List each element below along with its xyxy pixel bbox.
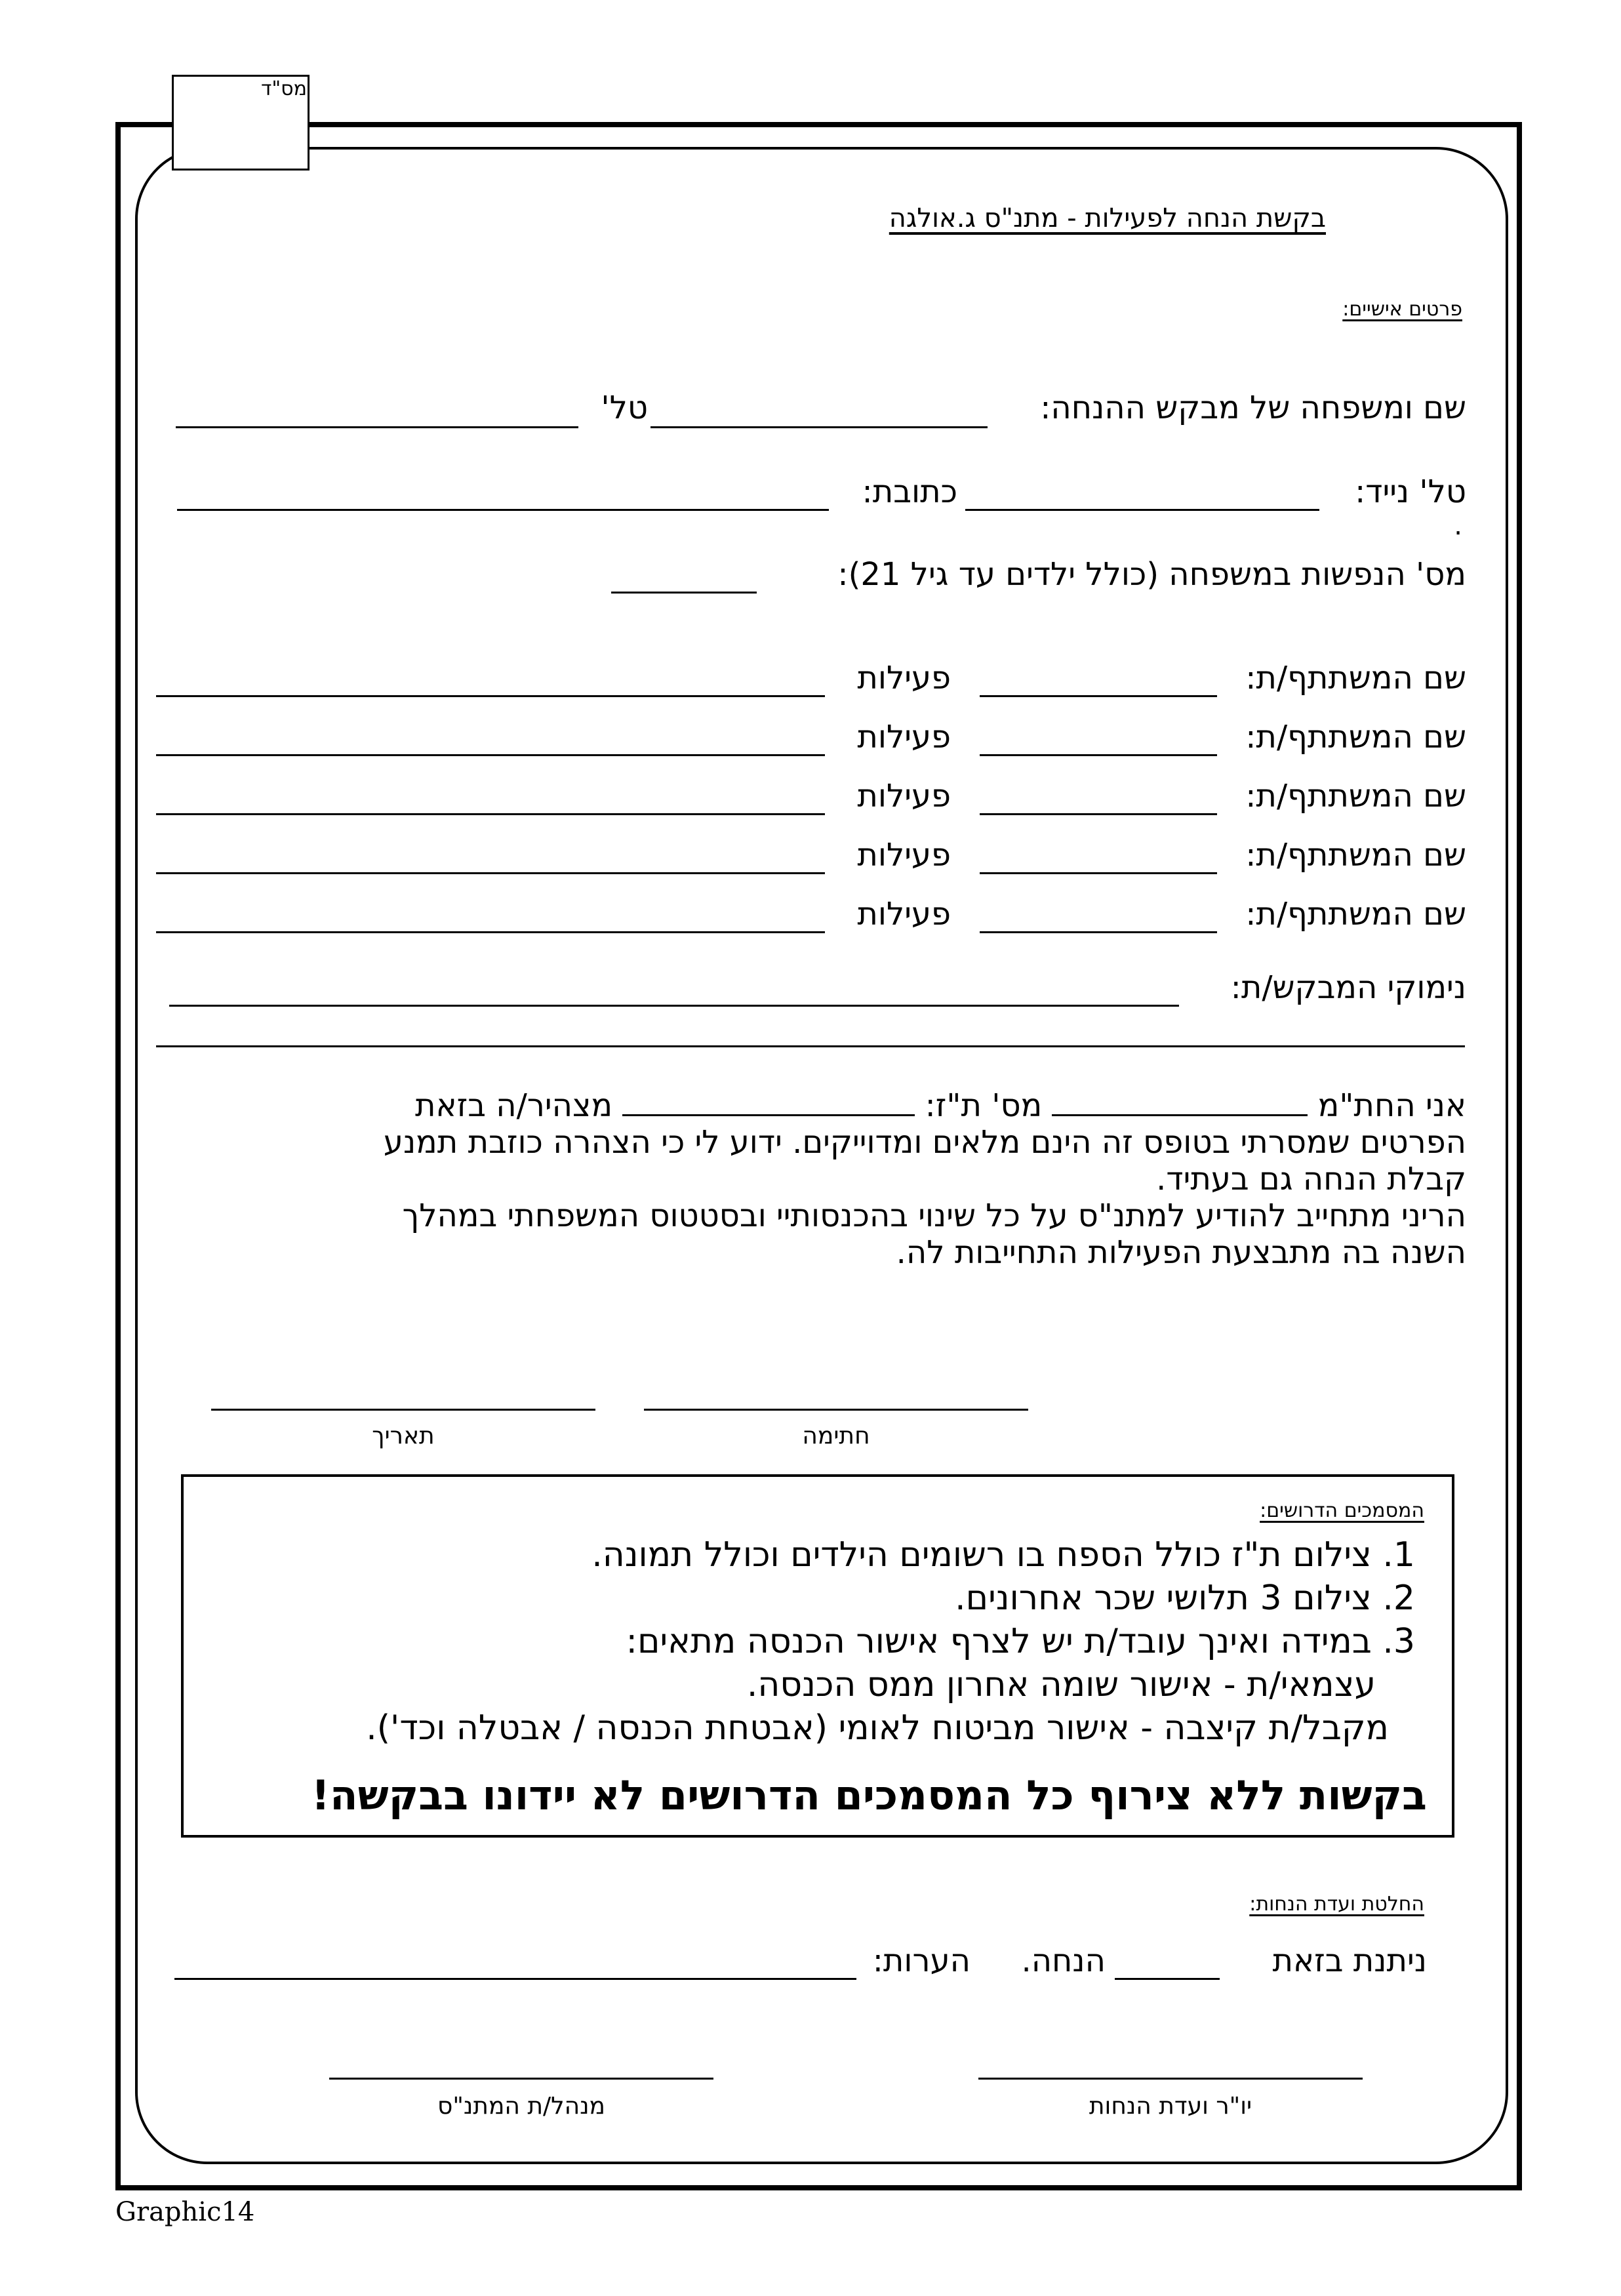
required-documents-list xyxy=(366,1533,1415,1750)
declaration-line-3: קבלת הנחה גם בעתיד. xyxy=(1156,1161,1466,1198)
participant-activity-field[interactable] xyxy=(156,813,825,815)
document-subitem: עצמאי/ת - אישור שומה אחרון ממס הכנסה. xyxy=(746,1665,1376,1704)
participant-name-field[interactable] xyxy=(980,695,1217,697)
reasons-label: נימוקי המבקש/ת: xyxy=(1230,969,1466,1006)
date-label: תאריך xyxy=(372,1422,435,1449)
manager-label: מנהל/ת המתנ"ס xyxy=(437,2093,606,2120)
remarks-field[interactable] xyxy=(174,1978,856,1980)
signature-label: חתימה xyxy=(802,1422,870,1449)
declaration-line-5: השנה בה מתבצעת הפעילות התחייבות לה. xyxy=(896,1234,1466,1271)
graphic-code-label: Graphic14 xyxy=(115,2197,255,2227)
date-field[interactable] xyxy=(211,1409,595,1411)
declaration-block xyxy=(177,1085,1466,1271)
participant-name-field[interactable] xyxy=(980,813,1217,815)
participant-activity-field[interactable] xyxy=(156,754,825,756)
household-size-label: מס' הנפשות במשפחה (כולל ילדים עד גיל 21): xyxy=(837,556,1466,593)
participant-name-label: שם המשתתף/ת: xyxy=(1245,660,1466,696)
declaration-line-1 xyxy=(177,1085,1466,1124)
document-item: 1. צילום ת"ז כולל הספח בו רשומים הילדים וכולל תמונה. xyxy=(591,1535,1415,1575)
participant-name-field[interactable] xyxy=(980,872,1217,874)
participant-activity-field[interactable] xyxy=(156,695,825,697)
participant-activity-label: פעילות xyxy=(857,837,951,874)
participant-activity-label: פעילות xyxy=(857,660,951,696)
participant-activity-label: פעילות xyxy=(857,778,951,815)
personal-details-heading: פרטים אישיים: xyxy=(1342,298,1462,321)
id-number-label: מס' ת"ז: xyxy=(925,1087,1043,1124)
reasons-field[interactable] xyxy=(169,1005,1179,1007)
stray-dot: . xyxy=(1454,511,1462,541)
document-item: 2. צילום 3 תלושי שכר אחרונים. xyxy=(955,1579,1415,1618)
missing-documents-warning: בקשות ללא צירוף כל המסמכים הדרושים לא יידונו בבקשה! xyxy=(311,1771,1427,1819)
required-documents-heading: המסמכים הדרושים: xyxy=(1260,1499,1424,1522)
reasons-field-continued[interactable] xyxy=(156,1045,1465,1047)
applicant-name-field[interactable] xyxy=(650,426,988,428)
signature-field[interactable] xyxy=(644,1409,1028,1411)
committee-chair-label: יו"ר ועדת הנחות xyxy=(1089,2093,1252,2120)
granted-label: ניתנת בזאת xyxy=(1272,1943,1427,1979)
declaration-line-2: הפרטים שמסרתי בטופס זה הינם מלאים ומדוייקים. ידוע לי כי הצהרה כוזבת תמנע xyxy=(383,1124,1466,1161)
document-subitem: מקבל/ת קיצבה - אישור מביטוח לאומי (אבטחת הכנסה / אבטלה וכד'). xyxy=(366,1708,1389,1748)
mobile-field[interactable] xyxy=(965,509,1319,511)
remarks-label: הערות: xyxy=(872,1943,971,1979)
applicant-name-label: שם ומשפחה של מבקש ההנחה: xyxy=(1040,390,1466,426)
phone-field[interactable] xyxy=(176,426,578,428)
declarant-name-field[interactable] xyxy=(1052,1085,1308,1116)
document-item: 3. במידה ואינך עובד/ת יש לצרף אישור הכנסה מתאים: xyxy=(626,1622,1415,1661)
participant-name-label: שם המשתתף/ת: xyxy=(1245,719,1466,755)
declares-label: מצהיר/ה בזאת xyxy=(415,1087,613,1124)
participant-name-field[interactable] xyxy=(980,754,1217,756)
participant-name-label: שם המשתתף/ת: xyxy=(1245,837,1466,874)
phone-label: טל' xyxy=(601,390,648,426)
participant-activity-field[interactable] xyxy=(156,872,825,874)
participant-activity-label: פעילות xyxy=(857,719,951,755)
discount-amount-field[interactable] xyxy=(1115,1978,1220,1980)
committee-chair-signature-field[interactable] xyxy=(978,2078,1363,2080)
participant-name-label: שם המשתתף/ת: xyxy=(1245,896,1466,933)
participant-name-label: שם המשתתף/ת: xyxy=(1245,778,1466,815)
committee-decision-heading: החלטת ועדת הנחות: xyxy=(1249,1893,1424,1916)
address-field[interactable] xyxy=(177,509,829,511)
declaration-line-4: הריני מתחייב להודיע למתנ"ס על כל שינוי בהכנסותיי ובסטטוס המשפחתי במהלך xyxy=(402,1198,1466,1234)
mobile-label: טל' נייד: xyxy=(1355,473,1466,510)
id-number-field[interactable] xyxy=(622,1085,915,1116)
form-title: בקשת הנחה לפעילות - מתנ"ס ג.אולגה xyxy=(889,203,1326,233)
household-size-field[interactable] xyxy=(611,592,757,594)
discount-label: הנחה. xyxy=(1021,1943,1106,1979)
participant-activity-label: פעילות xyxy=(857,896,951,933)
manager-signature-field[interactable] xyxy=(329,2078,713,2080)
participant-name-field[interactable] xyxy=(980,931,1217,933)
address-label: כתובת: xyxy=(862,473,957,510)
declarant-label: אני החת"מ xyxy=(1317,1087,1466,1124)
serial-number-label: מס"ד xyxy=(260,77,307,100)
participant-activity-field[interactable] xyxy=(156,931,825,933)
